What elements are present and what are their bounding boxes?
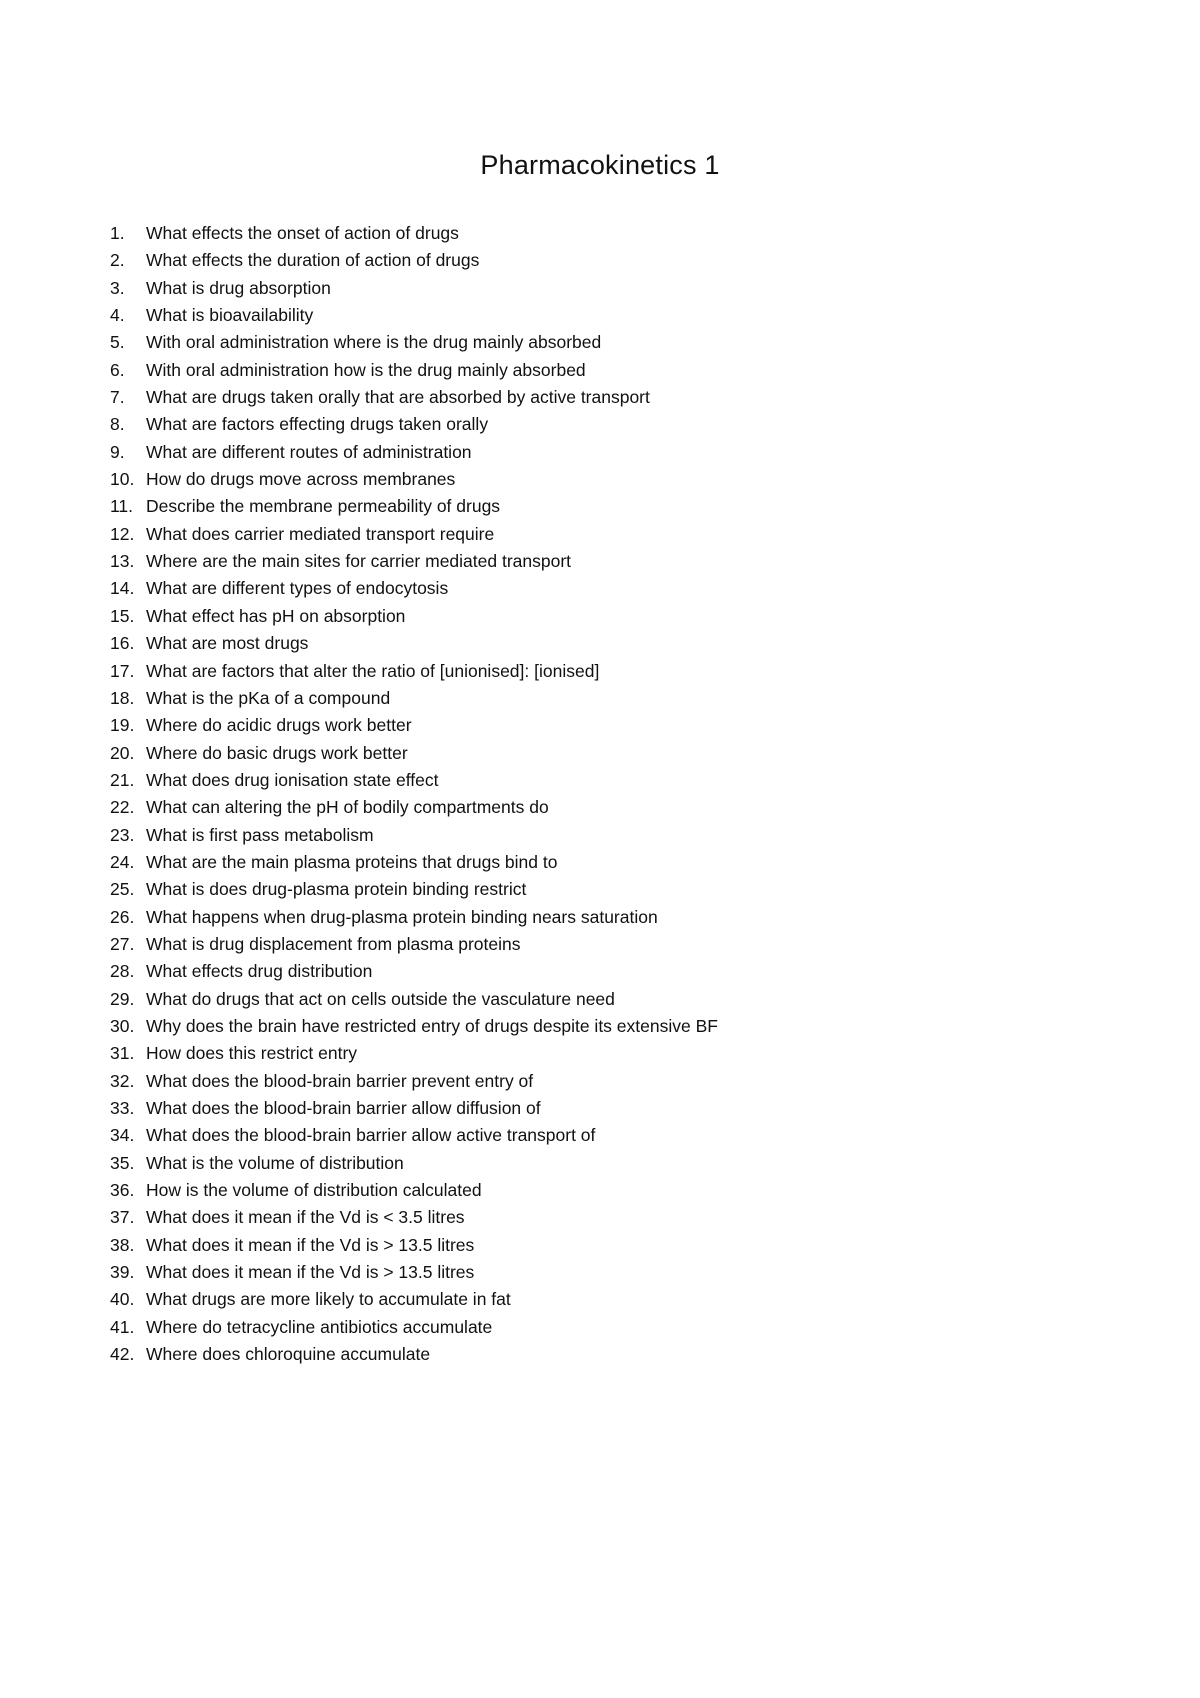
question-text: What can altering the pH of bodily compartments do	[146, 797, 549, 818]
question-number: 11.	[110, 496, 134, 517]
list-item	[110, 658, 718, 685]
question-number: 36.	[110, 1180, 135, 1201]
question-number: 33.	[110, 1098, 135, 1118]
question-text: What is bioavailability	[146, 305, 314, 326]
question-number: 31.	[110, 1043, 135, 1064]
question-text: What is the pKa of a compound	[146, 687, 391, 708]
question-text: What effects the onset of action of drugs	[146, 223, 459, 243]
list-item	[110, 493, 718, 520]
question-number: 30.	[110, 1015, 135, 1036]
list-item	[110, 767, 718, 794]
list-item	[110, 466, 718, 493]
list-item	[110, 1095, 718, 1122]
question-number: 19.	[110, 715, 135, 736]
list-item	[110, 876, 718, 903]
question-text: What are different types of endocytosis	[146, 578, 449, 599]
list-item	[110, 685, 718, 712]
question-number: 18.	[110, 687, 135, 708]
question-number: 4.	[110, 305, 125, 326]
question-text: What is first pass metabolism	[146, 824, 374, 845]
question-number: 1.	[110, 223, 125, 243]
list-item	[110, 384, 718, 411]
question-text: What does drug ionisation state effect	[146, 769, 439, 790]
list-item	[110, 302, 718, 329]
question-text: What effects drug distribution	[146, 961, 373, 982]
question-text: How do drugs move across membranes	[146, 469, 456, 490]
list-item	[110, 904, 718, 931]
list-item	[110, 1040, 718, 1067]
list-item	[110, 1068, 718, 1095]
question-number: 34.	[110, 1125, 135, 1146]
list-item	[110, 275, 718, 302]
question-text: What are the main plasma proteins that drugs bind to	[146, 851, 558, 872]
list-item	[110, 603, 718, 630]
question-text: What does the blood-brain barrier allow active transport of	[146, 1125, 596, 1146]
question-number: 9.	[110, 441, 125, 462]
question-text: With oral administration how is the drug mainly absorbed	[146, 359, 586, 380]
question-text: What does it mean if the Vd is < 3.5 litres	[146, 1207, 465, 1228]
question-text: What does it mean if the Vd is > 13.5 litres	[146, 1234, 475, 1255]
question-text: How is the volume of distribution calculated	[146, 1180, 482, 1201]
question-text: What do drugs that act on cells outside the vasculature need	[146, 988, 615, 1009]
question-text: What does it mean if the Vd is > 13.5 litres	[146, 1262, 475, 1283]
page-title: Pharmacokinetics 1	[480, 150, 720, 180]
question-number: 42.	[110, 1344, 135, 1365]
question-text: Describe the membrane permeability of drugs	[146, 496, 501, 517]
question-text: How does this restrict entry	[146, 1043, 358, 1064]
list-item	[110, 411, 718, 438]
question-text: What drugs are more likely to accumulate in fat	[146, 1289, 511, 1310]
question-number: 3.	[110, 277, 125, 298]
question-number: 7.	[110, 387, 125, 408]
question-number: 23.	[110, 824, 135, 845]
question-text: Why does the brain have restricted entry of drugs despite its extensive BF	[146, 1015, 718, 1036]
question-number: 28.	[110, 961, 135, 982]
question-text: Where are the main sites for carrier mediated transport	[146, 551, 572, 572]
list-item	[110, 1341, 718, 1368]
question-number: 24.	[110, 851, 135, 872]
question-text: With oral administration where is the drug mainly absorbed	[146, 332, 602, 353]
list-item	[110, 1232, 718, 1259]
question-number: 20.	[110, 742, 135, 763]
question-text: What are factors effecting drugs taken orally	[146, 414, 489, 435]
question-text: What does carrier mediated transport require	[146, 523, 495, 544]
question-text: What is drug displacement from plasma proteins	[146, 933, 521, 954]
question-number: 21.	[110, 769, 135, 790]
list-item	[110, 575, 718, 602]
list-item	[110, 247, 718, 274]
question-number: 39.	[110, 1262, 135, 1283]
question-number: 10.	[110, 469, 135, 490]
question-list	[110, 220, 718, 1368]
list-item	[110, 548, 718, 575]
question-number: 38.	[110, 1234, 135, 1255]
question-text: Where does chloroquine accumulate	[146, 1344, 431, 1365]
list-item	[110, 931, 718, 958]
list-item	[110, 439, 718, 466]
question-text: What is the volume of distribution	[146, 1152, 404, 1173]
question-text: What is drug absorption	[146, 277, 331, 298]
list-item	[110, 1314, 718, 1341]
question-text: What does the blood-brain barrier allow diffusion of	[146, 1098, 541, 1118]
list-item	[110, 958, 718, 985]
question-text: What does the blood-brain barrier prevent entry of	[146, 1070, 534, 1091]
list-item	[110, 1122, 718, 1149]
question-number: 25.	[110, 879, 135, 900]
question-number: 13.	[110, 551, 135, 572]
list-item	[110, 740, 718, 767]
list-item	[110, 1259, 718, 1286]
question-number: 2.	[110, 250, 125, 271]
question-number: 17.	[110, 660, 135, 681]
question-text: What are different routes of administration	[146, 441, 472, 462]
list-item	[110, 1204, 718, 1231]
question-number: 5.	[110, 332, 125, 353]
list-item	[110, 1150, 718, 1177]
question-number: 22.	[110, 797, 135, 818]
question-text: What are drugs taken orally that are absorbed by active transport	[146, 387, 650, 408]
list-item	[110, 986, 718, 1013]
question-number: 27.	[110, 933, 135, 954]
list-item	[110, 1286, 718, 1313]
list-item	[110, 357, 718, 384]
question-text: What happens when drug-plasma protein binding nears saturation	[146, 906, 658, 927]
list-item	[110, 1013, 718, 1040]
question-number: 32.	[110, 1070, 135, 1091]
question-number: 12.	[110, 523, 135, 544]
list-item	[110, 630, 718, 657]
question-text: What effects the duration of action of drugs	[146, 250, 480, 271]
question-number: 8.	[110, 414, 125, 435]
list-item	[110, 794, 718, 821]
question-text: What effect has pH on absorption	[146, 605, 406, 626]
question-number: 35.	[110, 1152, 135, 1173]
question-number: 26.	[110, 906, 135, 927]
question-number: 16.	[110, 633, 135, 654]
list-item	[110, 220, 718, 247]
question-text: Where do basic drugs work better	[146, 742, 408, 763]
list-item	[110, 329, 718, 356]
question-number: 14.	[110, 578, 135, 599]
question-text: What are most drugs	[146, 633, 309, 654]
list-item	[110, 822, 718, 849]
list-item	[110, 1177, 718, 1204]
question-number: 29.	[110, 988, 135, 1009]
question-number: 40.	[110, 1289, 135, 1310]
question-text: Where do tetracycline antibiotics accumulate	[146, 1316, 493, 1337]
question-text: What are factors that alter the ratio of [unionised]: [ionised]	[146, 660, 600, 681]
question-number: 41.	[110, 1316, 135, 1337]
list-item	[110, 521, 718, 548]
question-number: 37.	[110, 1207, 135, 1228]
question-text: Where do acidic drugs work better	[146, 715, 412, 736]
question-number: 15.	[110, 605, 135, 626]
list-item	[110, 849, 718, 876]
list-item	[110, 712, 718, 739]
question-number: 6.	[110, 359, 125, 380]
question-text: What is does drug-plasma protein binding restrict	[146, 879, 527, 900]
